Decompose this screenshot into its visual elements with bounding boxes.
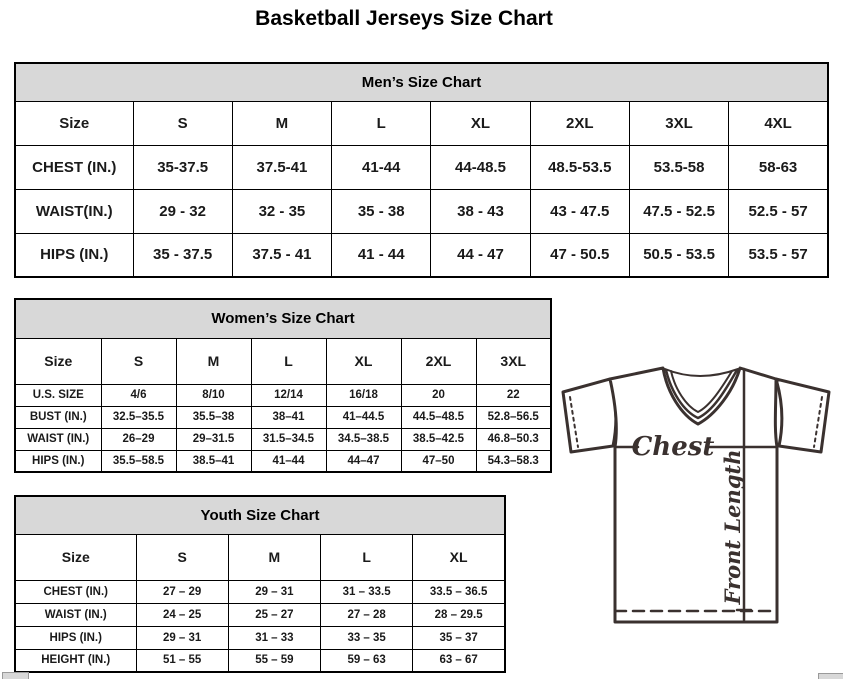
size-cell: 41–44.5 [326,406,401,428]
size-cell: 54.3–58.3 [476,450,551,472]
row-label: CHEST (IN.) [15,580,136,603]
size-cell: 8/10 [176,384,251,406]
size-cell: 4/6 [101,384,176,406]
size-cell: 27 – 29 [136,580,228,603]
row-label: HIPS (IN.) [15,626,136,649]
row-label: HIPS (IN.) [15,450,101,472]
size-cell: 38–41 [251,406,326,428]
size-cell: 32.5–35.5 [101,406,176,428]
size-cell: 29 – 31 [228,580,320,603]
size-cell: 24 – 25 [136,603,228,626]
jersey-right-sleeve [776,379,829,452]
jersey-body [610,368,777,622]
row-label: HEIGHT (IN.) [15,649,136,672]
size-cell: 47–50 [401,450,476,472]
size-cell: 31 – 33.5 [321,580,413,603]
row-label: WAIST (IN.) [15,603,136,626]
size-cell: 31 – 33 [228,626,320,649]
size-cell: 27 – 28 [321,603,413,626]
size-cell: 59 – 63 [321,649,413,672]
front-length-label: Front Length [720,449,745,605]
size-cell: 29–31.5 [176,428,251,450]
column-header: 3XL [629,101,728,145]
size-cell: 53.5-58 [629,145,728,189]
size-cell: 35 - 37.5 [133,233,232,277]
column-header: 2XL [401,338,476,384]
row-label: HIPS (IN.) [15,233,133,277]
column-header: Size [15,534,136,580]
jersey-left-sleeve [563,379,616,452]
size-cell: 52.5 - 57 [729,189,828,233]
column-header: XL [326,338,401,384]
page-title: Basketball Jerseys Size Chart [255,7,553,30]
size-cell: 63 – 67 [413,649,505,672]
size-cell: 44.5–48.5 [401,406,476,428]
column-header: Size [15,338,101,384]
size-cell: 35-37.5 [133,145,232,189]
row-label: U.S. SIZE [15,384,101,406]
row-label: WAIST(IN.) [15,189,133,233]
size-cell: 52.8–56.5 [476,406,551,428]
column-header: M [232,101,331,145]
size-cell: 43 - 47.5 [530,189,629,233]
size-cell: 16/18 [326,384,401,406]
size-cell: 58-63 [729,145,828,189]
size-cell: 41 - 44 [332,233,431,277]
row-label: BUST (IN.) [15,406,101,428]
size-cell: 38.5–42.5 [401,428,476,450]
column-header: L [251,338,326,384]
size-cell: 38 - 43 [431,189,530,233]
youth-size-table [14,495,506,673]
column-header: 4XL [729,101,828,145]
size-cell: 48.5-53.5 [530,145,629,189]
chest-label: Chest [631,432,715,462]
size-cell: 29 – 31 [136,626,228,649]
column-header: L [332,101,431,145]
size-cell: 12/14 [251,384,326,406]
size-cell: 41–44 [251,450,326,472]
size-cell: 53.5 - 57 [729,233,828,277]
size-cell: 44-48.5 [431,145,530,189]
size-cell: 37.5 - 41 [232,233,331,277]
size-cell: 34.5–38.5 [326,428,401,450]
cropped-corner-element-left [2,672,29,679]
column-header: XL [431,101,530,145]
size-cell: 32 - 35 [232,189,331,233]
column-header: 3XL [476,338,551,384]
size-cell: 22 [476,384,551,406]
column-header: 2XL [530,101,629,145]
size-cell: 37.5-41 [232,145,331,189]
size-cell: 38.5–41 [176,450,251,472]
women-table-title: Women’s Size Chart [15,299,551,338]
size-cell: 44–47 [326,450,401,472]
column-header: S [136,534,228,580]
size-cell: 35.5–58.5 [101,450,176,472]
size-cell: 35 - 38 [332,189,431,233]
cropped-corner-element-right [818,673,843,679]
row-label: CHEST (IN.) [15,145,133,189]
column-header: M [228,534,320,580]
size-cell: 31.5–34.5 [251,428,326,450]
size-cell: 20 [401,384,476,406]
size-cell: 26–29 [101,428,176,450]
size-cell: 33.5 – 36.5 [413,580,505,603]
column-header: L [321,534,413,580]
column-header: S [133,101,232,145]
size-cell: 28 – 29.5 [413,603,505,626]
size-cell: 25 – 27 [228,603,320,626]
size-cell: 47.5 - 52.5 [629,189,728,233]
size-cell: 33 – 35 [321,626,413,649]
youth-table-title: Youth Size Chart [15,496,505,534]
size-cell: 46.8–50.3 [476,428,551,450]
size-cell: 50.5 - 53.5 [629,233,728,277]
womens-size-table [14,298,552,473]
mens-size-table [14,62,829,278]
size-cell: 51 – 55 [136,649,228,672]
men-table-title: Men’s Size Chart [15,63,828,101]
jersey-measurement-diagram [556,364,842,626]
size-cell: 35 – 37 [413,626,505,649]
size-cell: 55 – 59 [228,649,320,672]
size-cell: 29 - 32 [133,189,232,233]
size-cell: 47 - 50.5 [530,233,629,277]
column-header: M [176,338,251,384]
size-cell: 44 - 47 [431,233,530,277]
column-header: S [101,338,176,384]
column-header: XL [413,534,505,580]
row-label: WAIST (IN.) [15,428,101,450]
column-header: Size [15,101,133,145]
size-cell: 41-44 [332,145,431,189]
size-cell: 35.5–38 [176,406,251,428]
collar-back-arc [665,369,738,376]
